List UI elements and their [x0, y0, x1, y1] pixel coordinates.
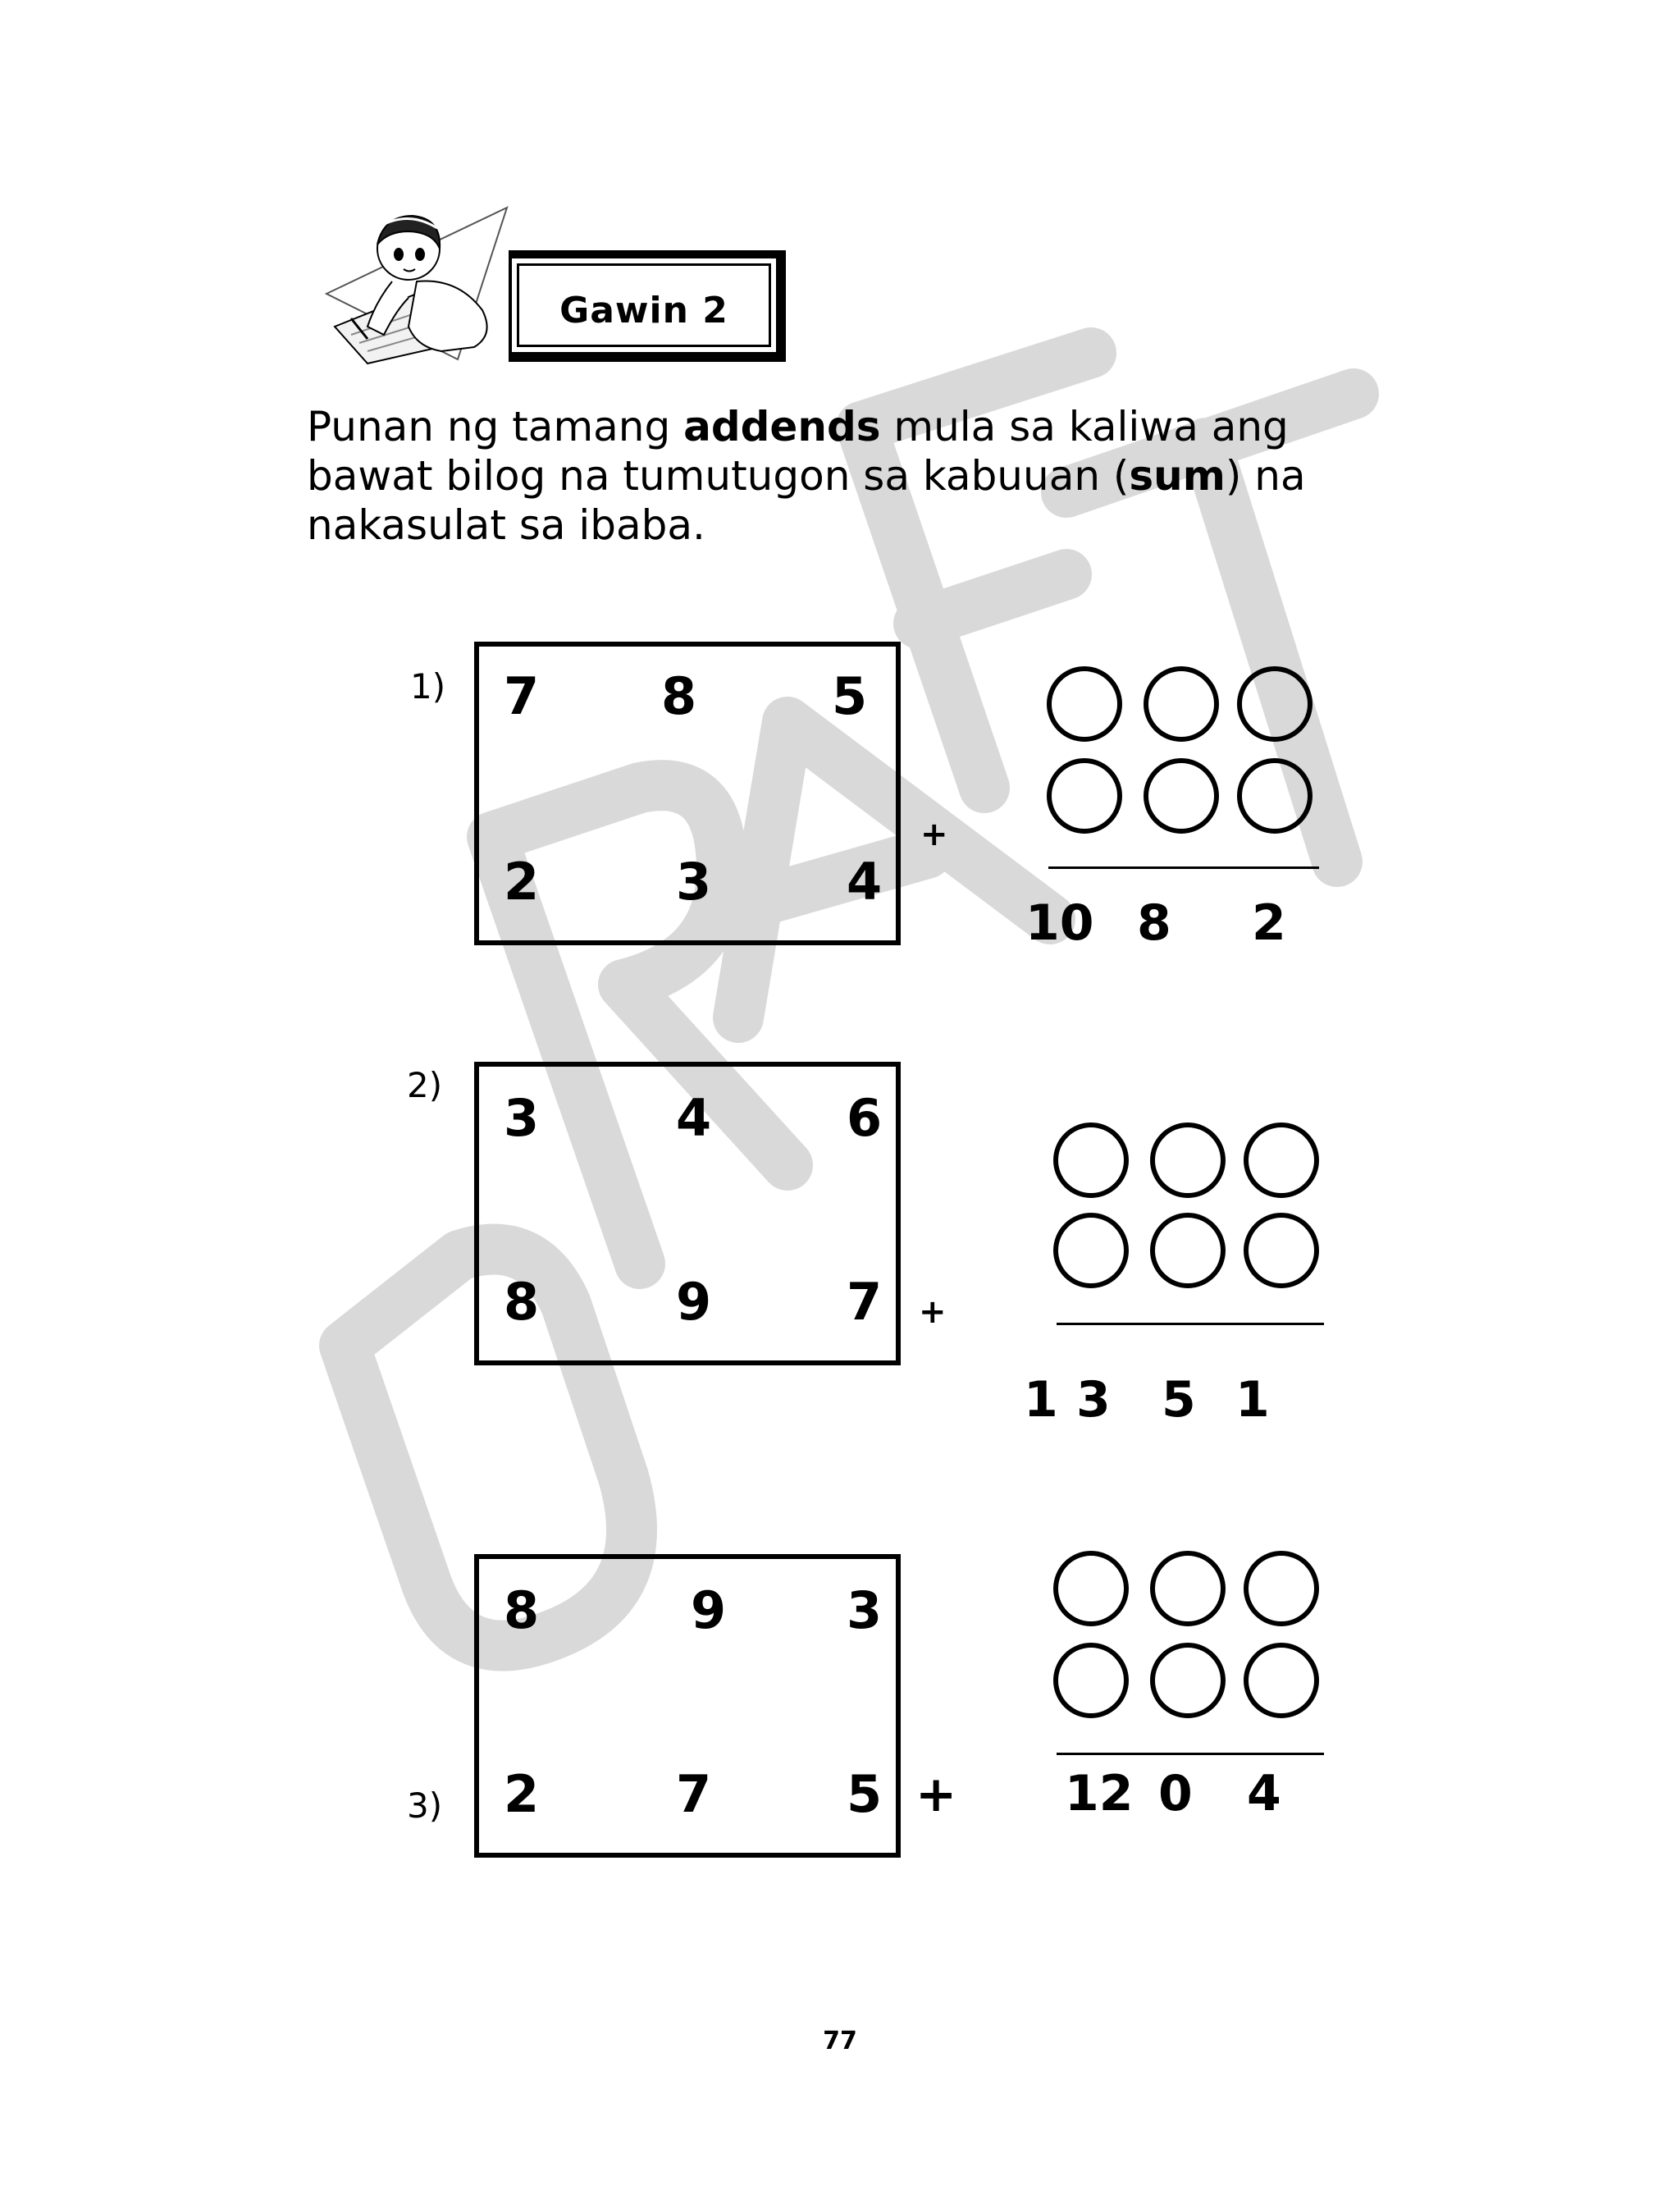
problem-2-top-digit: 4: [676, 1088, 712, 1148]
problem-2-answer-circle[interactable]: [1244, 1213, 1319, 1288]
problem-2-bottom-digit: 7: [847, 1272, 883, 1332]
problem-1-sum-line: [1048, 866, 1319, 869]
instructions-part-2: mula sa kaliwa ang bawat bilog na tumutugon sa kabuuan (: [307, 403, 1289, 500]
problem-2-sum-line: [1057, 1323, 1324, 1325]
problem-2-answer-circle[interactable]: [1244, 1122, 1319, 1198]
girl-writing-icon: [318, 203, 515, 368]
problem-1-top-digit: 5: [832, 666, 868, 726]
problem-2-label: 2): [407, 1065, 443, 1105]
problem-3-bottom-digit: 5: [847, 1764, 883, 1824]
problem-3-answer-circle[interactable]: [1150, 1643, 1226, 1718]
problem-1-label: 1): [410, 666, 446, 706]
problem-2-sum-digit: 5: [1162, 1371, 1196, 1429]
problem-1-top-digit: 8: [661, 666, 697, 726]
problem-1-bottom-digit: 4: [847, 852, 883, 912]
instructions-part-3: ) na nakasulat sa ibaba.: [307, 452, 1306, 549]
problem-3-top-digit: 8: [504, 1580, 540, 1640]
problem-3-top-digit: 9: [691, 1580, 727, 1640]
instructions-bold-sum: sum: [1129, 452, 1226, 500]
problem-2-plus-sign: +: [919, 1293, 947, 1331]
problem-1-answer-circle[interactable]: [1047, 758, 1122, 834]
problem-2-top-digit: 3: [504, 1088, 540, 1148]
page-number: 77: [823, 2027, 857, 2055]
problem-2-sum-digit: 3: [1076, 1371, 1111, 1429]
problem-3-bottom-digit: 7: [676, 1764, 712, 1824]
problem-1-bottom-digit: 3: [676, 852, 712, 912]
problem-1-plus-sign: +: [920, 816, 948, 853]
problem-1-bottom-digit: 2: [504, 852, 540, 912]
problem-1-answer-circle[interactable]: [1237, 666, 1312, 742]
problem-3-sum-line: [1057, 1753, 1324, 1755]
problem-2-answer-circle[interactable]: [1053, 1213, 1129, 1288]
problem-2-bottom-digit: 8: [504, 1272, 540, 1332]
problem-1-addend-box: [474, 642, 901, 945]
activity-title: Gawin 2: [559, 290, 728, 331]
activity-title-box: [509, 250, 786, 362]
problem-3-answer-circle[interactable]: [1053, 1643, 1129, 1718]
problem-1-answer-circle[interactable]: [1237, 758, 1312, 834]
problem-2-top-digit: 6: [847, 1088, 883, 1148]
problem-2-answer-circle[interactable]: [1150, 1122, 1226, 1198]
problem-3-sum-digit: 12: [1065, 1765, 1134, 1822]
problem-3-top-digit: 3: [847, 1580, 883, 1640]
problem-1-sum-digit: 2: [1252, 894, 1286, 952]
problem-1-answer-circle[interactable]: [1144, 666, 1219, 742]
problem-3-bottom-digit: 2: [504, 1764, 540, 1824]
problem-2-addend-box: [474, 1062, 901, 1365]
problem-3-addend-box: [474, 1554, 901, 1858]
problem-3-answer-circle[interactable]: [1244, 1643, 1319, 1718]
problem-1-answer-circle[interactable]: [1144, 758, 1219, 834]
problem-2-sum-digit: 1: [1235, 1371, 1270, 1429]
problem-1-answer-circle[interactable]: [1047, 666, 1122, 742]
problem-3-sum-digit: 4: [1247, 1765, 1281, 1822]
problem-2-sum-digit: 1: [1024, 1371, 1058, 1429]
problem-2-answer-circle[interactable]: [1150, 1213, 1226, 1288]
problem-1-sum-digit: 8: [1137, 894, 1171, 952]
problem-3-plus-sign: +: [915, 1766, 957, 1823]
instructions-text: [307, 402, 1406, 550]
instructions-bold-addends: addends: [683, 403, 881, 450]
problem-3-answer-circle[interactable]: [1150, 1551, 1226, 1626]
problem-3-sum-digit: 0: [1158, 1765, 1193, 1822]
problem-2-bottom-digit: 9: [676, 1272, 712, 1332]
problem-1-sum-digit: 10: [1025, 894, 1094, 952]
instructions-part-1: Punan ng tamang: [307, 403, 684, 450]
problem-3-answer-circle[interactable]: [1244, 1551, 1319, 1626]
problem-1-top-digit: 7: [504, 666, 540, 726]
problem-3-label: 3): [407, 1785, 443, 1826]
problem-2-answer-circle[interactable]: [1053, 1122, 1129, 1198]
problem-3-answer-circle[interactable]: [1053, 1551, 1129, 1626]
